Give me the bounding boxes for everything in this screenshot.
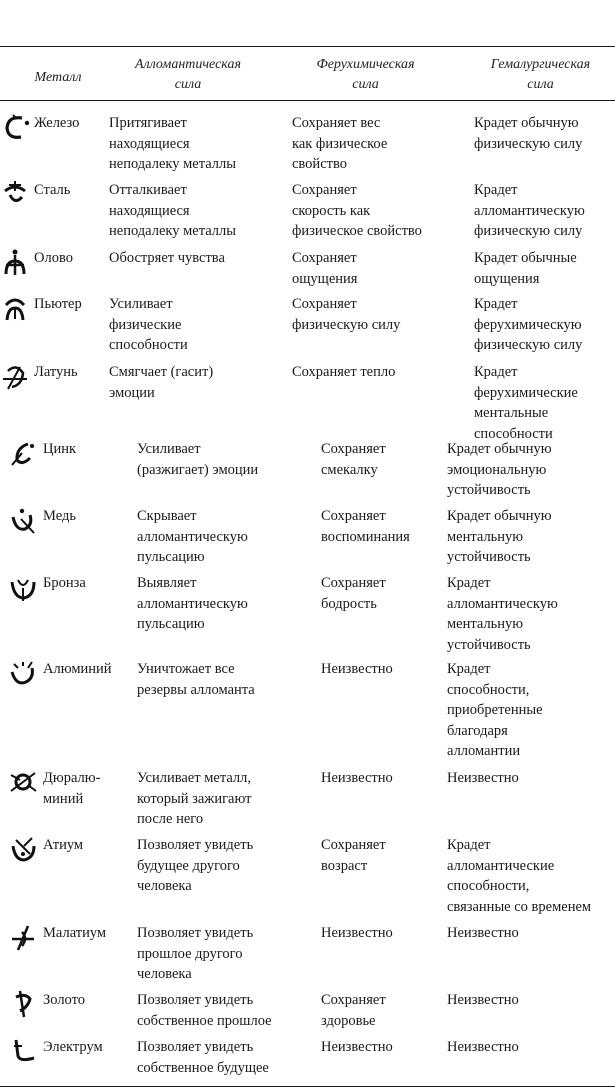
allomancy-cell-line: Притягивает: [109, 115, 187, 131]
hemalurgy-cell: [447, 923, 519, 944]
hemalurgy-cell: [474, 248, 577, 289]
feruchemy-cell-line: Сохраняет: [292, 296, 357, 312]
allomancy-cell-line: Смягчает (гасит): [109, 364, 214, 380]
metal-name: [34, 248, 73, 269]
header-hemalurgy-line: Гемалургическая: [490, 57, 591, 72]
allomancy-cell-line: резервы алломанта: [137, 681, 255, 698]
header-rule: [0, 100, 615, 101]
allomancy-cell-line: находящиеся: [109, 202, 190, 219]
hemalurgy-cell-line: алломантическую: [447, 595, 558, 612]
hemalurgy-cell-line: способности,: [447, 681, 530, 698]
metal-name-line: Атиум: [43, 837, 84, 853]
allomancy-cell-line: Позволяет увидеть: [137, 992, 254, 1008]
hemalurgy-cell: [447, 659, 543, 762]
allomancy-cell-line: Позволяет увидеть: [137, 837, 254, 853]
feruchemy-cell-line: Неизвестно: [321, 661, 393, 677]
feruchemy-cell-line: смекалку: [321, 461, 378, 478]
feruchemy-cell-line: Сохраняет: [321, 508, 386, 524]
allomancy-cell-line: неподалеку металлы: [109, 156, 237, 172]
hemalurgy-cell-line: приобретенные: [447, 702, 543, 718]
feruchemy-cell: [321, 990, 386, 1031]
metal-name: [43, 990, 85, 1011]
hemalurgy-cell-line: ментальные: [474, 405, 549, 421]
feruchemy-cell-line: скорость как: [292, 202, 371, 219]
allomancy-cell-line: который зажигают: [137, 790, 252, 807]
hemalurgy-cell-line: ферухимические: [474, 384, 578, 401]
header-hemalurgy: [468, 55, 613, 95]
hemalurgy-cell-line: Крадет: [474, 296, 518, 312]
hemalurgy-cell-line: Крадет: [474, 364, 518, 380]
hemalurgy-cell-line: Неизвестно: [447, 992, 519, 1008]
feruchemy-cell: [321, 923, 393, 944]
metal-name-line: Бронза: [43, 575, 86, 591]
hemalurgy-cell: [474, 362, 578, 444]
header-allomancy-line: сила: [174, 77, 202, 92]
feruchemy-cell-line: здоровье: [321, 1012, 376, 1029]
feruchemy-cell-line: физическую силу: [292, 316, 401, 333]
feruchemy-cell-line: Сохраняет: [321, 441, 386, 457]
allomancy-cell: [137, 1037, 269, 1078]
allomancy-cell-line: пульсацию: [137, 549, 205, 565]
hemalurgy-cell-line: ферухимическую: [474, 316, 582, 333]
allomancy-cell-line: Обостряет чувства: [109, 250, 225, 266]
copper-symbol-icon: [8, 505, 38, 535]
hemalurgy-cell: [447, 1037, 519, 1058]
metal-name-line: Олово: [34, 250, 73, 266]
feruchemy-cell: [321, 768, 393, 789]
feruchemy-cell-line: Неизвестно: [321, 770, 393, 786]
feruchemy-cell-line: свойство: [292, 156, 347, 172]
zinc-symbol-icon: [8, 438, 38, 468]
hemalurgy-cell-line: благодаря: [447, 722, 508, 739]
feruchemy-cell-line: физическое свойство: [292, 223, 422, 239]
feruchemy-cell: [292, 294, 400, 335]
allomancy-cell: [137, 506, 248, 568]
feruchemy-cell-line: Сохраняет: [292, 182, 357, 198]
pewter-symbol-icon: [0, 293, 30, 323]
metal-name: [34, 294, 82, 315]
feruchemy-cell: [292, 248, 357, 289]
feruchemy-cell-line: ощущения: [292, 270, 358, 287]
feruchemy-cell-line: Сохраняет: [321, 837, 386, 853]
allomancy-cell-line: собственное прошлое: [137, 1012, 272, 1029]
metal-name-line: Золото: [43, 992, 86, 1008]
hemalurgy-cell: [447, 768, 519, 789]
header-metal-text: Металл: [34, 70, 82, 85]
feruchemy-cell: [321, 573, 386, 614]
hemalurgy-cell-line: Неизвестно: [447, 1039, 519, 1055]
hemalurgy-cell-line: физическую силу: [474, 135, 583, 152]
header-allomancy-line: Алломантическая: [134, 57, 242, 72]
metal-name-line: Алюминий: [43, 661, 112, 677]
hemalurgy-cell: [447, 573, 558, 655]
allomancy-cell-line: способности: [109, 337, 188, 353]
hemalurgy-cell-line: физическую силу: [474, 337, 583, 353]
hemalurgy-cell-line: физическую силу: [474, 223, 583, 239]
allomancy-cell: [109, 180, 236, 242]
feruchemy-cell: [321, 506, 410, 547]
hemalurgy-cell-line: связанные со временем: [447, 898, 592, 915]
hemalurgy-cell-line: Крадет: [447, 575, 491, 591]
hemalurgy-cell-line: алломантии: [447, 743, 521, 759]
hemalurgy-cell-line: эмоциональную: [447, 461, 547, 478]
feruchemy-cell-line: бодрость: [321, 595, 377, 612]
header-feruchemy-line: сила: [352, 77, 379, 92]
duralumin-symbol-icon: [8, 767, 38, 797]
allomancy-cell: [137, 768, 251, 830]
hemalurgy-cell-line: ментальную: [447, 616, 524, 632]
allomancy-cell: [109, 113, 236, 175]
allomancy-cell-line: алломантическую: [137, 528, 248, 545]
header-metal: [22, 68, 94, 88]
top-rule: [0, 46, 615, 47]
aluminum-symbol-icon: [8, 658, 38, 688]
allomancy-cell-line: Выявляет: [137, 575, 197, 591]
metal-name-line: Электрум: [43, 1039, 103, 1055]
gold-symbol-icon: [8, 989, 38, 1019]
malatium-symbol-icon: [8, 922, 38, 952]
hemalurgy-cell-line: Неизвестно: [447, 925, 519, 941]
allomancy-cell-line: алломантическую: [137, 595, 248, 612]
allomancy-cell-line: Отталкивает: [109, 182, 187, 198]
allomancy-cell: [137, 439, 258, 480]
allomancy-cell-line: после него: [137, 811, 204, 827]
feruchemy-cell-line: возраст: [321, 857, 368, 874]
metal-name: [43, 835, 83, 856]
feruchemy-cell-line: Сохраняет: [292, 250, 357, 266]
hemalurgy-cell-line: Неизвестно: [447, 770, 519, 786]
metal-name-line: Малатиум: [43, 925, 107, 941]
hemalurgy-cell-line: способности: [474, 425, 553, 442]
atium-symbol-icon: [8, 834, 38, 864]
allomancy-cell-line: физические: [109, 316, 182, 333]
allomancy-cell-line: неподалеку металлы: [109, 223, 237, 239]
electrum-symbol-icon: [8, 1036, 38, 1066]
feruchemy-cell-line: воспоминания: [321, 528, 410, 545]
allomancy-cell-line: человека: [137, 878, 192, 894]
allomancy-cell: [137, 659, 255, 700]
hemalurgy-cell-line: ощущения: [474, 270, 540, 287]
allomancy-cell: [137, 923, 253, 985]
metal-name-line: Медь: [43, 508, 76, 524]
metal-name: [34, 113, 79, 134]
tin-symbol-icon: [0, 247, 30, 277]
hemalurgy-cell-line: Крадет: [447, 837, 491, 853]
allomancy-cell-line: собственное будущее: [137, 1059, 269, 1076]
allomancy-cell-line: (разжигает) эмоции: [137, 461, 259, 478]
hemalurgy-cell-line: Крадет обычную: [474, 115, 579, 131]
header-feruchemy-line: Ферухимическая: [316, 57, 415, 72]
metal-name: [43, 439, 76, 460]
allomancy-cell-line: Скрывает: [137, 508, 197, 524]
metal-name-line: Дюралю-: [43, 770, 101, 786]
hemalurgy-cell-line: устойчивость: [447, 549, 531, 565]
metal-name: [34, 362, 78, 383]
metal-name: [43, 768, 100, 809]
allomancy-cell: [109, 248, 225, 269]
feruchemy-cell: [321, 439, 386, 480]
hemalurgy-cell-line: Крадет обычную: [447, 508, 552, 524]
allomancy-cell-line: Усиливает: [137, 441, 201, 457]
allomancy-cell: [109, 294, 188, 356]
hemalurgy-cell-line: устойчивость: [447, 636, 531, 653]
hemalurgy-cell-line: способности,: [447, 878, 530, 894]
allomancy-cell: [137, 835, 253, 897]
hemalurgy-cell: [474, 113, 582, 154]
feruchemy-cell-line: Сохраняет: [321, 575, 386, 591]
hemalurgy-cell: [474, 294, 582, 356]
hemalurgy-cell: [447, 439, 552, 501]
bronze-symbol-icon: [8, 572, 38, 602]
header-feruchemy: [288, 55, 443, 95]
allomancy-cell-line: человека: [137, 966, 192, 982]
feruchemy-cell-line: Неизвестно: [321, 925, 393, 941]
hemalurgy-cell-line: Крадет: [474, 182, 518, 198]
feruchemy-cell: [321, 659, 393, 680]
metal-name-line: Железо: [34, 115, 80, 131]
brass-symbol-icon: [0, 361, 30, 391]
hemalurgy-cell-line: Крадет обычные: [474, 250, 577, 266]
metal-name: [43, 573, 86, 594]
hemalurgy-cell: [447, 835, 591, 917]
metal-name: [43, 506, 76, 527]
allomancy-cell-line: прошлое другого: [137, 945, 243, 962]
hemalurgy-cell-line: ментальную: [447, 528, 524, 545]
metal-name-line: Латунь: [34, 364, 78, 380]
feruchemy-cell: [292, 362, 395, 383]
allomancy-cell-line: Позволяет увидеть: [137, 925, 254, 941]
feruchemy-cell-line: Сохраняет вес: [292, 115, 381, 131]
hemalurgy-cell: [474, 180, 585, 242]
allomancy-cell: [109, 362, 213, 403]
allomancy-cell-line: эмоции: [109, 384, 155, 401]
metal-name: [43, 1037, 103, 1058]
metal-name-line: Цинк: [43, 441, 77, 457]
hemalurgy-cell-line: Крадет обычную: [447, 441, 552, 457]
allomancy-cell: [137, 573, 248, 635]
hemalurgy-cell: [447, 506, 552, 568]
bottom-rule: [0, 1086, 615, 1087]
metal-name-line: Сталь: [34, 182, 71, 198]
header-allomancy: [108, 55, 268, 95]
steel-symbol-icon: [0, 179, 30, 209]
metal-name-line: Пьютер: [34, 296, 82, 312]
feruchemy-cell-line: Неизвестно: [321, 1039, 393, 1055]
allomancy-cell-line: Усиливает: [109, 296, 173, 312]
allomancy-cell-line: Позволяет увидеть: [137, 1039, 254, 1055]
metal-name: [34, 180, 70, 201]
metal-name: [43, 659, 112, 680]
feruchemy-cell: [292, 113, 387, 175]
feruchemy-cell-line: как физическое: [292, 135, 388, 152]
feruchemy-cell: [321, 835, 386, 876]
hemalurgy-cell-line: устойчивость: [447, 482, 531, 498]
feruchemy-cell: [292, 180, 422, 242]
hemalurgy-cell-line: алломантические: [447, 857, 555, 874]
hemalurgy-cell-line: алломантическую: [474, 202, 585, 219]
feruchemy-cell-line: Сохраняет: [321, 992, 386, 1008]
feruchemy-cell: [321, 1037, 393, 1058]
allomancy-cell-line: будущее другого: [137, 857, 240, 874]
allomancy-cell-line: Усиливает металл,: [137, 770, 251, 786]
allomancy-cell-line: находящиеся: [109, 135, 190, 152]
metal-name-line: миний: [43, 790, 84, 807]
feruchemy-cell-line: Сохраняет тепло: [292, 364, 396, 380]
iron-symbol-icon: [0, 112, 30, 142]
allomancy-cell: [137, 990, 272, 1031]
hemalurgy-cell-line: Крадет: [447, 661, 491, 677]
allomancy-cell-line: Уничтожает все: [137, 661, 235, 677]
hemalurgy-cell: [447, 990, 519, 1011]
metal-name: [43, 923, 106, 944]
allomancy-cell-line: пульсацию: [137, 616, 205, 632]
header-hemalurgy-line: сила: [527, 77, 554, 92]
